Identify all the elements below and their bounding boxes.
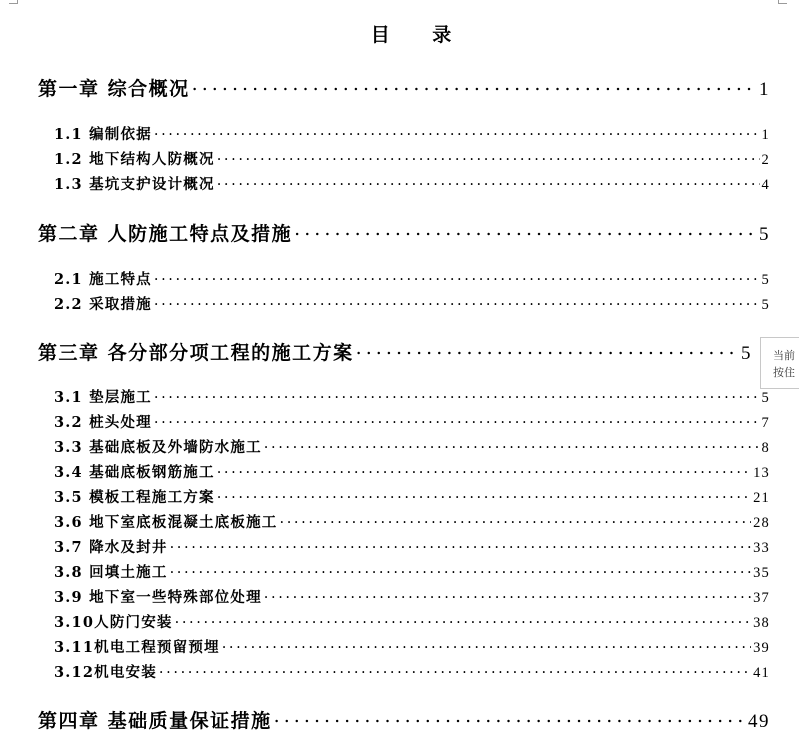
- toc-entry-label: 1.3 基坑支护设计概况: [54, 176, 215, 193]
- toc-section-3-11[interactable]: [54, 636, 770, 657]
- side-hint-line-2: 按住: [773, 366, 795, 379]
- toc-chapter-4[interactable]: [38, 706, 770, 733]
- toc-page-number: 2: [761, 152, 770, 168]
- toc-page-number: 1: [761, 127, 770, 143]
- toc-entry-label: 3.3 基础底板及外墙防水施工: [54, 439, 262, 456]
- toc-page-number: 21: [753, 490, 770, 506]
- toc-page-number: 5: [761, 297, 770, 313]
- toc-section-3-6[interactable]: [54, 511, 770, 532]
- toc-section-3-3[interactable]: [54, 436, 770, 457]
- dot-leader: [154, 125, 760, 140]
- dot-leader: [264, 438, 760, 453]
- margin-corner-mark-left: [9, 0, 18, 4]
- toc-section-3-2[interactable]: [54, 411, 770, 432]
- dot-leader: [294, 221, 757, 240]
- toc-section-1-2[interactable]: [54, 148, 770, 169]
- toc-chapter-1[interactable]: [38, 74, 770, 101]
- dot-leader: [222, 638, 751, 653]
- toc-entry-label: 3.4 基础底板钢筋施工: [54, 464, 215, 481]
- toc-page-number: 28: [753, 515, 770, 531]
- toc-entry-label: 3.10人防门安装: [54, 614, 173, 631]
- toc-page-number: 39: [753, 640, 770, 656]
- dot-leader: [192, 76, 757, 95]
- dot-leader: [264, 588, 751, 603]
- toc-entry-label: 3.12机电安装: [54, 664, 157, 681]
- side-hint-panel[interactable]: [760, 337, 799, 389]
- toc-page-number: 38: [753, 615, 770, 631]
- toc-page-number: 5: [759, 224, 770, 245]
- toc-entry-label: 3.11机电工程预留预埋: [54, 639, 220, 656]
- toc-page-number: 8: [761, 440, 770, 456]
- dot-leader: [217, 463, 751, 478]
- toc-title: 目 录: [370, 24, 470, 46]
- margin-corner-mark-right: [778, 0, 787, 4]
- toc-section-3-9[interactable]: [54, 586, 770, 607]
- toc-entry-label: 第一章 综合概况: [38, 78, 190, 100]
- toc-entry-label: 3.1 垫层施工: [54, 389, 152, 406]
- toc-page-number: 5: [741, 343, 752, 364]
- toc-page-number: 41: [753, 665, 770, 681]
- dot-leader: [175, 613, 751, 628]
- toc-entry-label: 1.1 编制依据: [54, 126, 152, 143]
- dot-leader: [217, 488, 751, 503]
- toc-page-number: 4: [761, 177, 770, 193]
- toc-page-number: 5: [761, 390, 770, 406]
- toc-chapter-2[interactable]: [38, 219, 770, 246]
- dot-leader: [154, 295, 760, 310]
- toc-section-3-8[interactable]: [54, 561, 770, 582]
- toc-page-number: 13: [753, 465, 770, 481]
- dot-leader: [154, 413, 760, 428]
- toc-page-number: 7: [761, 415, 770, 431]
- toc-section-3-5[interactable]: [54, 486, 770, 507]
- dot-leader: [154, 270, 760, 285]
- toc-section-3-1[interactable]: [54, 386, 770, 407]
- toc-entry-label: 第三章 各分部分项工程的施工方案: [38, 342, 354, 364]
- toc-section-3-12[interactable]: [54, 661, 770, 682]
- dot-leader: [159, 663, 751, 678]
- toc-section-1-1[interactable]: [54, 123, 770, 144]
- toc-section-3-10[interactable]: [54, 611, 770, 632]
- toc-chapter-3[interactable]: [38, 338, 752, 365]
- toc-entry-label: 3.8 回填土施工: [54, 564, 168, 581]
- toc-section-3-4[interactable]: [54, 461, 770, 482]
- toc-entry-label: 1.2 地下结构人防概况: [54, 151, 215, 168]
- toc-section-3-7[interactable]: [54, 536, 770, 557]
- toc-section-1-3[interactable]: [54, 173, 770, 194]
- dot-leader: [279, 513, 751, 528]
- toc-entry-label: 2.2 采取措施: [54, 296, 152, 313]
- dot-leader: [217, 150, 760, 165]
- toc-entry-label: 3.5 模板工程施工方案: [54, 489, 215, 506]
- toc-entry-label: 3.2 桩头处理: [54, 414, 152, 431]
- toc-page-number: 1: [759, 79, 770, 100]
- toc-page-number: 5: [761, 272, 770, 288]
- toc-entry-label: 3.9 地下室一些特殊部位处理: [54, 589, 262, 606]
- dot-leader: [170, 563, 752, 578]
- side-hint-line-1: 当前: [773, 349, 795, 362]
- toc-entry-label: 第四章 基础质量保证措施: [38, 710, 272, 732]
- dot-leader: [154, 388, 760, 403]
- toc-entry-label: 第二章 人防施工特点及措施: [38, 223, 293, 245]
- toc-entry-label: 2.1 施工特点: [54, 271, 152, 288]
- toc-section-2-1[interactable]: [54, 268, 770, 289]
- toc-entry-label: 3.6 地下室底板混凝土底板施工: [54, 514, 278, 531]
- toc-page-number: 37: [753, 590, 770, 606]
- dot-leader: [356, 340, 739, 359]
- toc-page-number: 33: [753, 540, 770, 556]
- toc-section-2-2[interactable]: [54, 293, 770, 314]
- dot-leader: [274, 708, 746, 727]
- dot-leader: [217, 175, 760, 190]
- dot-leader: [170, 538, 752, 553]
- toc-page-number: 35: [753, 565, 770, 581]
- toc-entry-label: 3.7 降水及封井: [54, 539, 168, 556]
- toc-page-number: 49: [748, 711, 770, 732]
